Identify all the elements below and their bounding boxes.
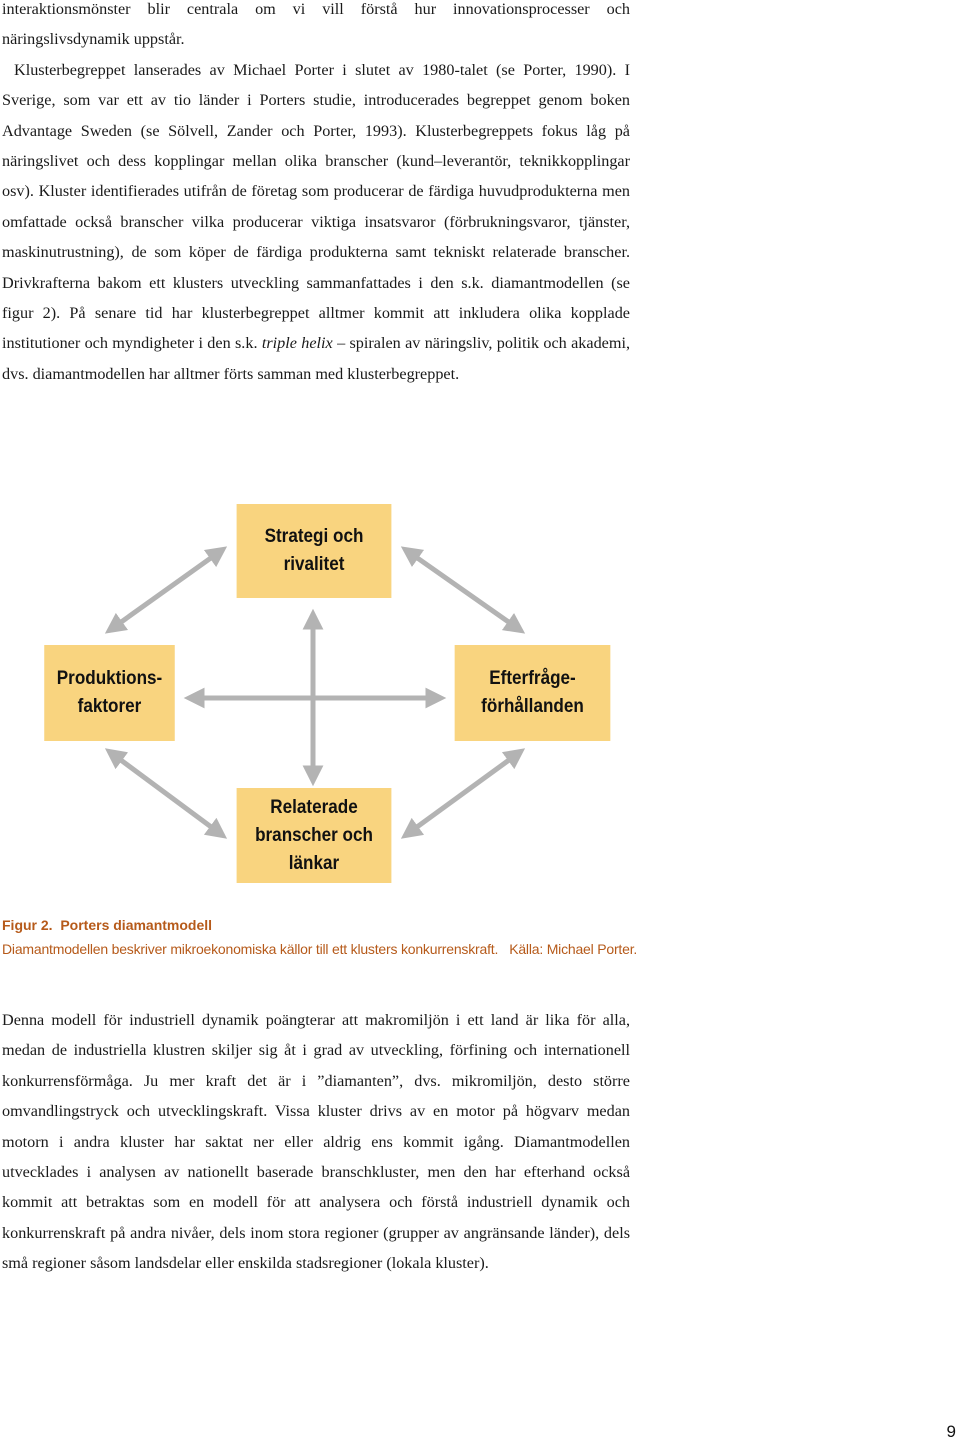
paragraph-cluster-end: – spiralen av näringsliv, politik och akademi, dvs. diamantmodellen har alltmer förts samman med klusterbegreppet.: [2, 334, 630, 383]
arrow-bottom-right: [406, 752, 520, 835]
paragraph-intro: interaktionsmönster blir centrala om vi vill förstå hur innovationsprocesser och näringslivsdynamik uppstår.: [2, 0, 630, 49]
box-strategy-line-2: rivalitet: [283, 554, 345, 575]
box-demand-line-1: Efterfråge-: [489, 668, 576, 689]
porter-diamond-diagram: [0, 490, 640, 890]
paragraph-cluster-text: Klusterbegreppet lanserades av Michael Porter i slutet av 1980-talet (se Porter, 1990). I Sverige, som var ett av tio länder i Porters studie, introducerades begreppet genom boken Advantage Sweden (se Sölvell, Zander och Porter, 1993). Klusterbegreppets fokus låg på näringslivet och dess kopplingar mellan olika branscher (kund–leverantör, teknikkopplingar osv). Kluster identifierades utifrån de företag som producerar de färdiga huvudprodukterna men omfattade också branscher vilka producerar viktiga insatsvaror (förbrukningsvaror, tjänster, maskinutrustning), de som köper de färdiga produkterna samt tekniskt relaterade branscher. Drivkrafterna bakom ett klusters utveckling sammanfattades i den s.k. diamantmodellen (se figur 2). På senare tid har klusterbegreppet alltmer kommit att inkludera olika kopplade institutioner och myndigheter i den s.k.: [2, 60, 630, 353]
caption-label: Figur 2.: [2, 917, 53, 933]
caption-title-row: [2, 915, 642, 935]
box-related-industries: [237, 788, 392, 883]
paragraph-cluster: [2, 55, 630, 389]
box-strategy-line-1: Strategi och: [264, 526, 364, 547]
figure-caption: [2, 915, 642, 959]
caption-title: Porters diamantmodell: [60, 917, 213, 933]
box-related-line-3: länkar: [288, 852, 340, 874]
body-text-top: [2, 0, 630, 389]
box-factor-line-2: faktorer: [77, 696, 142, 717]
box-factor-line-1: Produktions-: [56, 668, 163, 689]
box-strategy-rivalry: [237, 504, 392, 598]
arrow-bottom-left: [110, 752, 222, 835]
box-demand-line-2: förhållanden: [481, 696, 584, 717]
box-related-line-2: branscher och: [255, 824, 373, 846]
page-number: 9: [946, 1422, 956, 1441]
paragraph-model: Denna modell för industriell dynamik poängterar att makromiljön i ett land är lika för alla, medan de industriella klustren skiljer sig åt i grad av utveckling, förfining och internationell konkurrensförmåga. Ju mer kraft det är i ”diamanten”, dvs. mikromiljön, desto större omvandlingstryck och utvecklingskraft. Vissa kluster drivs av en motor på högvarv medan motorn i andra kluster har saktat ner eller aldrig ens kommit igång. Diamantmodellen utvecklades i analysen av nationellt baserade branschkluster, men den har efterhand också kommit att betraktas som en modell för att analysera och förstå industriell dynamik och konkurrenskraft på andra nivåer, dels inom stora regioner (grupper av angränsande länder), dels små regioner såsom landsdelar eller enskilda stadsregioner (lokala kluster).: [2, 1011, 630, 1273]
body-text-bottom: [2, 1005, 630, 1279]
arrow-top-right: [406, 550, 520, 630]
box-demand-conditions: [455, 645, 611, 741]
box-factor-conditions: [44, 645, 175, 741]
box-related-line-1: Relaterade: [270, 796, 358, 818]
triple-helix-term: triple helix: [261, 334, 333, 353]
arrow-top-left: [110, 550, 222, 630]
caption-description: Diamantmodellen beskriver mikroekonomiska källor till ett klusters konkurrenskraft. Källa: Michael Porter.: [2, 941, 638, 957]
